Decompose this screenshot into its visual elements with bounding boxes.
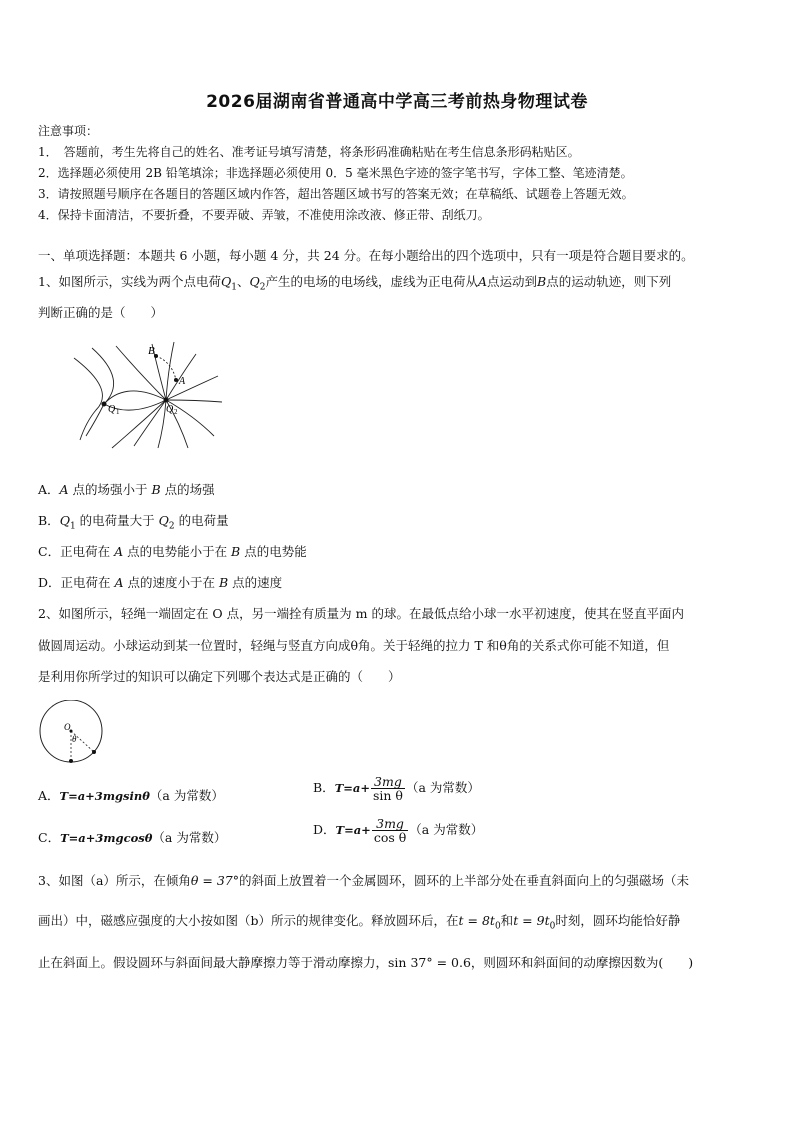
q2-option-d: D．T=a+ $\frac{3mg}{\text{cos θ}}$ （a 为常数）: [313, 816, 484, 845]
fig-label-q: Q: [108, 404, 116, 415]
fig-subscript-1: 1: [116, 408, 120, 416]
note-item-4: 4．保持卡面清洁，不要折叠，不要弄破、弄皱，不准使用涂改液、修正带、刮纸刀。: [38, 208, 490, 222]
q2-option-c: C．T=a+3mgcosθ（a 为常数）: [38, 830, 227, 845]
q1-line1: 1、如图所示，实线为两个点电荷$Q_1$、$Q_2$产生的电场的电场线，虚线为正电荷从A点运动到B点的运动轨迹，则下列: [38, 274, 672, 293]
q1-option-b: B．$Q_1$ 的电荷量大于 $Q_2$ 的电荷量: [38, 513, 229, 532]
fig-label-q: Q: [166, 404, 174, 415]
q1-option-d: D．正电荷在 A 点的速度小于在 B 点的速度: [38, 575, 283, 590]
fig-subscript-2: 2: [174, 408, 178, 416]
q1-option-c: C．正电荷在 A 点的电势能小于在 B 点的电势能: [38, 544, 307, 559]
q3-line3: 止在斜面上。假设圆环与斜面间最大静摩擦力等于滑动摩擦力，sin 37° = 0.6，则圆环和斜面间的动摩擦因数为( ): [38, 955, 694, 970]
note-item-2: 2．选择题必须使用 2B 铅笔填涂；非选择题必须使用 0．5 毫米黑色字迹的签字笔书写，字体工整、笔迹清楚。: [38, 166, 633, 180]
fig-label-theta: θ: [72, 734, 77, 744]
fig-label-a: A: [179, 376, 186, 387]
note-item-3: 3．请按照题号顺序在各题目的答题区域内作答，超出答题区域书写的答案无效；在草稿纸、试题卷上答题无效。: [38, 187, 634, 201]
section-heading: 一、单项选择题：本题共 6 小题，每小题 4 分，共 24 分。在每小题给出的四个选项中，只有一项是符合题目要求的。: [38, 248, 694, 263]
q3-line1: 3、如图（a）所示，在倾角θ = 37°的斜面上放置着一个金属圆环，圆环的上半部分处在垂直斜面向上的匀强磁场（未: [38, 873, 690, 888]
q1-line2: 判断正确的是（ ）: [38, 305, 164, 320]
q2-line2: 做圆周运动。小球运动到某一位置时，轻绳与竖直方向成θ角。关于轻绳的拉力 T 和θ角的关系式你可能不知道，但: [38, 638, 670, 653]
q1-option-a: A．A 点的场强小于 B 点的场强: [38, 482, 215, 497]
fig-label-b: B: [148, 345, 155, 357]
q2-circle-figure: [36, 700, 106, 770]
q3-line2: 画出）中，磁感应强度的大小按如图（b）所示的规律变化。释放圆环后，在$t = 8t_0$和$t = 9t_0$时刻，圆环均能恰好静: [38, 913, 681, 932]
fig-label-o: O: [64, 722, 71, 732]
notes-heading: 注意事项：: [38, 124, 99, 138]
note-item-1: 1． 答题前，考生先将自己的姓名、准考证号填写清楚，将条形码准确粘贴在考生信息条形码粘贴区。: [38, 145, 580, 159]
q1-field-figure: [56, 340, 226, 450]
q2-option-a: A．T=a+3mgsinθ（a 为常数）: [38, 788, 224, 803]
q2-line1: 2、如图所示，轻绳一端固定在 O 点，另一端拴有质量为 m 的球。在最低点给小球一水平初速度，使其在竖直平面内: [38, 606, 684, 621]
q2-line3: 是利用你所学过的知识可以确定下列哪个表达式是正确的（ ）: [38, 669, 401, 684]
q2-option-b: B．T=a+ $\frac{3mg}{\text{sin θ}}$ （a 为常数）: [313, 774, 480, 803]
page-title: 2026届湖南省普通高中学高三考前热身物理试卷: [206, 92, 588, 112]
